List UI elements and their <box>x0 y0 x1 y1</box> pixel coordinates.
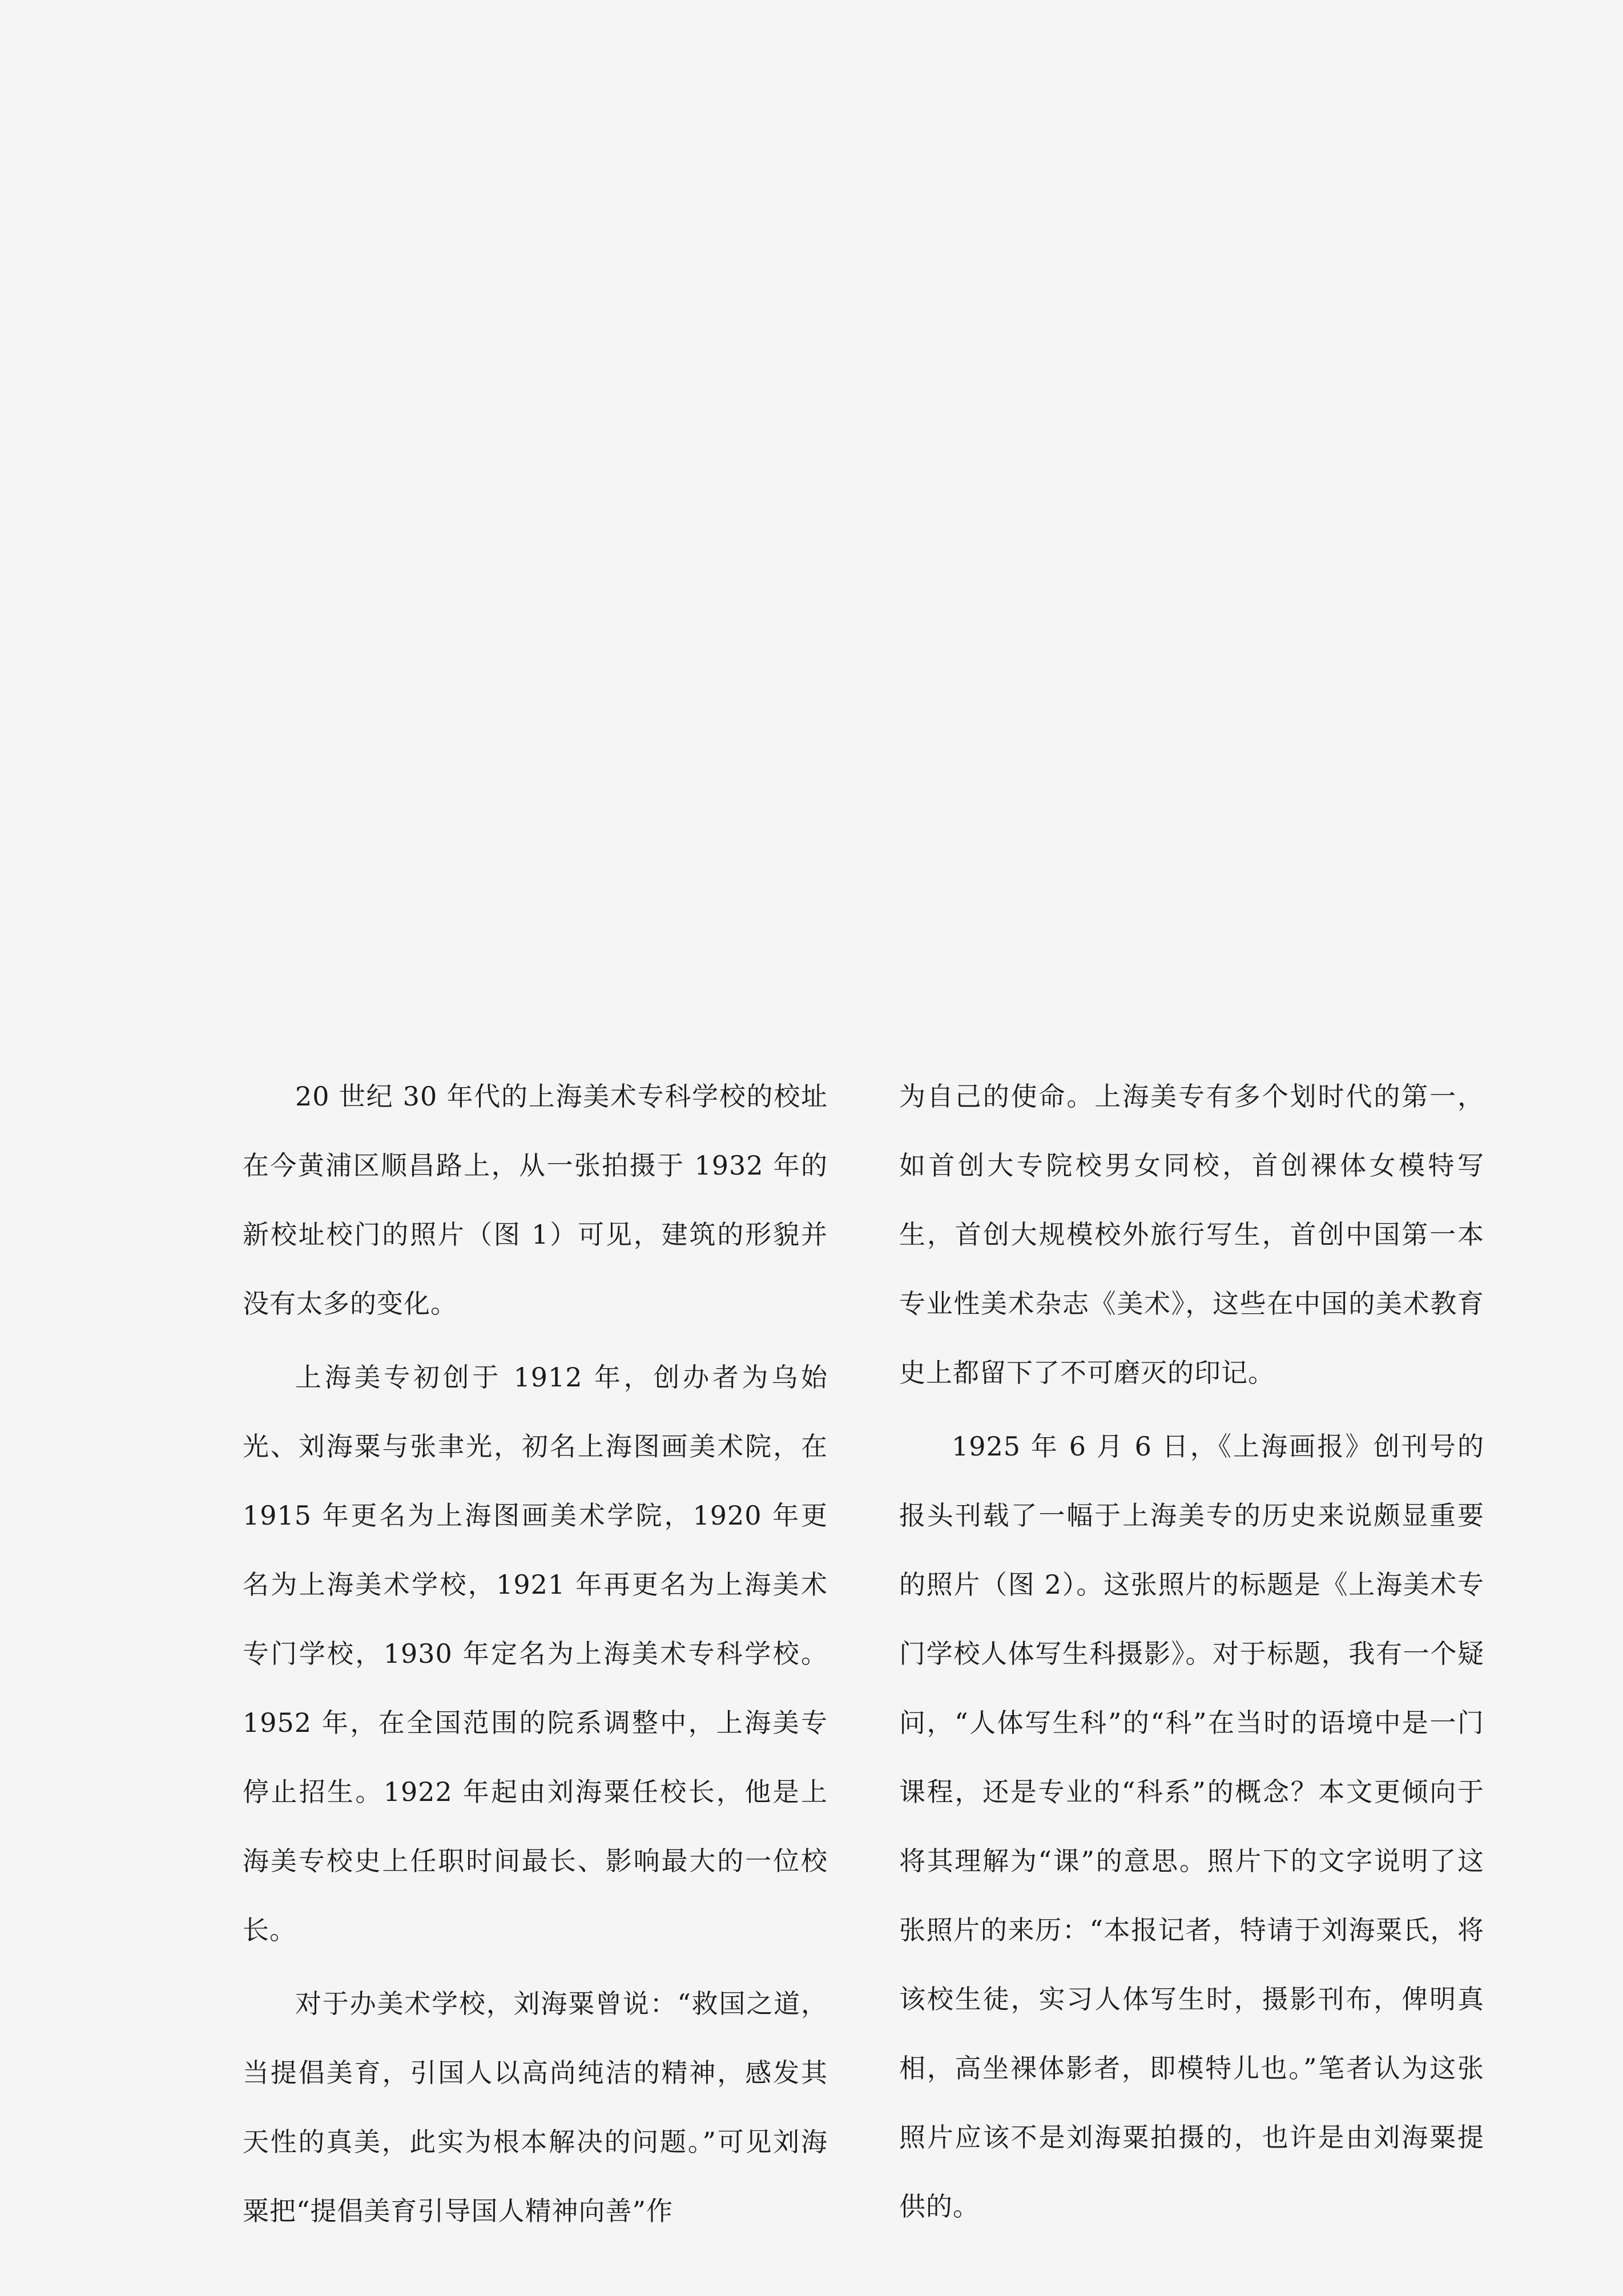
paragraph-continued: 为自己的使命。上海美专有多个划时代的第一，如首创大专院校男女同校，首创裸体女模特写生，首创大规模校外旅行写生，首创中国第一本专业性美术杂志《美术》，这些在中国的美术教育史上都留下了不可磨灭的印记。 <box>899 1081 1484 1388</box>
paragraph: 20 世纪 30 年代的上海美术专科学校的校址在今黄浦区顺昌路上，从一张拍摄于 1932 年的新校址校门的照片（图 1）可见，建筑的形貌并没有太多的变化。 <box>243 1081 828 1319</box>
left-text-column <box>243 1062 828 2250</box>
paragraph: 对于办美术学校，刘海粟曾说：“救国之道，当提倡美育，引国人以高尚纯洁的精神，感发其天性的真美，此实为根本解决的问题。”可见刘海粟把“提倡美育引导国人精神向善”作 <box>243 1988 828 2226</box>
paragraph: 1925 年 6 月 6 日，《上海画报》创刊号的报头刊载了一幅于上海美专的历史来说颇显重要的照片（图 2）。这张照片的标题是《上海美术专门学校人体写生科摄影》。对于标题，我有一个疑问，“人体写生科”的“科”在当时的语境中是一门课程，还是专业的“科系”的概念？本文更倾向于将其理解为“课”的意思。照片下的文字说明了这张照片的来历：“本报记者，特请于刘海粟氏，将该校生徒，实习人体写生时，摄影刊布，俾明真相，高坐裸体影者，即模特儿也。”笔者认为这张照片应该不是刘海粟拍摄的，也许是由刘海粟提供的。 <box>899 1431 1484 2222</box>
paragraph: 上海美专初创于 1912 年，创办者为乌始光、刘海粟与张聿光，初名上海图画美术院，在 1915 年更名为上海图画美术学院，1920 年更名为上海美术学校，1921 年再更名为上海美术专门学校，1930 年定名为上海美术专科学校。1952 年，在全国范围的院系调整中，上海美专停止招生。1922 年起由刘海粟任校长，他是上海美专校史上任职时间最长、影响最大的一位校长。 <box>243 1362 828 1945</box>
right-text-column <box>899 1062 1484 2246</box>
